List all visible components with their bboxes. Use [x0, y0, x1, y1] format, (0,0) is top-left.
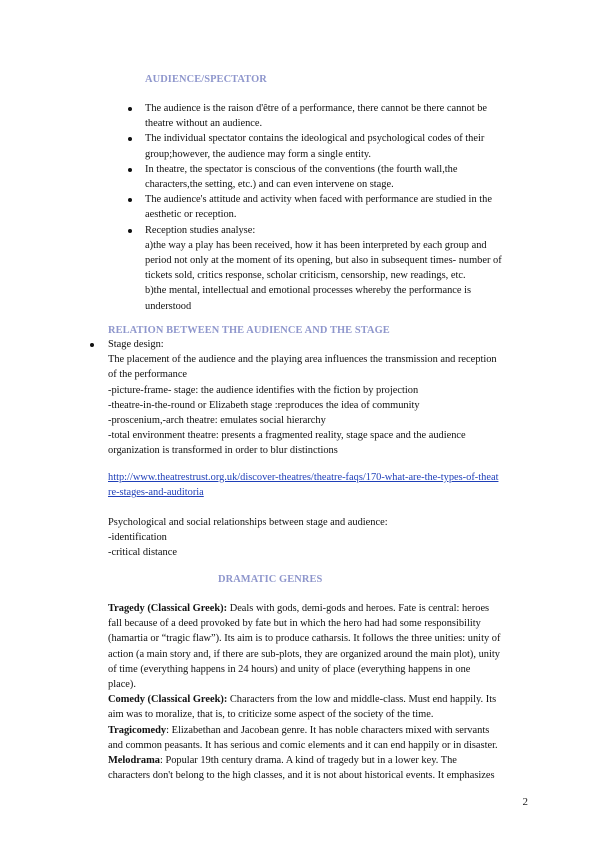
stage-design-line: -picture-frame- stage: the audience identifies with the fiction by projection [108, 384, 419, 396]
bullet-text-line: theatre without an audience. [145, 118, 263, 130]
stage-design-line: of the performance [108, 369, 188, 381]
audience-bullet-list [145, 101, 545, 314]
genre-text-line: and common peasants. It has serious and comic elements and it can end happily or in disaster. [108, 739, 498, 751]
genre-first-line [108, 692, 548, 707]
bullet-dot [128, 198, 132, 202]
bullet-text-line: tickets sold, critics response, scholar criticism, censorship, new readings, etc. [145, 270, 466, 282]
bullet-text-line: The audience's attitude and activity when faced with performance are studied in the [145, 194, 492, 206]
bullet-text-line: In theatre, the spectator is conscious of the conventions (the fourth wall,the [145, 163, 458, 175]
genre-first-text: Characters from the low and middle-class. Must end happily. Its [227, 694, 497, 706]
genre-paragraph [108, 601, 548, 692]
bullet-text-line: group;however, the audience may form a single entity. [145, 148, 371, 160]
genre-text-line: characters don't belong to the high classes, and it is not about historical events. It emphasizes [108, 770, 495, 782]
genre-first-line [108, 723, 548, 738]
psych-line: -critical distance [108, 547, 177, 559]
genre-paragraph [108, 692, 548, 722]
genre-first-text: : Popular 19th century drama. A kind of tragedy but in a lower key. The [159, 755, 457, 767]
psych-line: Psychological and social relationships between stage and audience: [108, 517, 388, 528]
genre-text-line: place). [108, 679, 136, 691]
genre-term: Comedy (Classical Greek): [108, 694, 228, 706]
bullet-dot [128, 229, 132, 233]
theatre-link-line-1[interactable]: http://www.theatrestrust.org.uk/discover-theatres/theatre-faqs/170-what-are-the-types-of-theat [108, 472, 499, 483]
genre-text-line: fall because of a deed provoked by fate but in which the hero had had some responsibility [108, 618, 481, 630]
genre-term: Tragedy (Classical Greek): [108, 603, 228, 614]
stage-design-line: -theatre-in-the-round or Elizabeth stage :reproduces the idea of community [108, 399, 420, 411]
bullet-dot [128, 168, 132, 172]
bullet-text-line: b)the mental, intellectual and emotional processes whereby the performance is [145, 285, 472, 297]
bullet-text-line: period not only at the moment of its opening, but also in subsequent times- number of [145, 255, 502, 267]
genre-paragraph [108, 753, 548, 783]
stage-design-line: -proscenium,-arch theatre: emulates social hierarchy [108, 415, 326, 427]
bullet-text-line: a)the way a play has been received, how it has been interpreted by each group and [145, 239, 487, 251]
bullet-text-line: characters,the setting, etc.) and can even intervene on stage. [145, 179, 394, 191]
audience-bullet-item [145, 131, 545, 161]
genre-first-text: : Elizabethan and Jacobean genre. It has noble characters mixed with servants [166, 724, 490, 736]
bullet-text-line: understood [145, 300, 192, 312]
bullet-dot [128, 107, 132, 111]
genre-paragraph [108, 723, 548, 753]
section-heading-audience: AUDIENCE/SPECTATOR [145, 74, 267, 85]
audience-bullet-item [145, 223, 545, 314]
stage-design-block [108, 337, 548, 459]
stage-design-line: organization is transformed in order to blur distinctions [108, 445, 338, 457]
genre-text-line: aim was to moralize, that is, to criticize some aspect of the society of the time. [108, 709, 434, 721]
genre-first-line [108, 753, 548, 768]
genre-term: Tragicomedy [108, 724, 167, 736]
stage-design-line: The placement of the audience and the playing area influences the transmission and reception [108, 354, 497, 366]
genre-first-text: Deals with gods, demi-gods and heroes. Fate is central: heroes [227, 603, 490, 614]
theatre-link-line-2[interactable]: re-stages-and-auditoria [108, 487, 204, 499]
bullet-text-line: The audience is the raison d'être of a performance, there cannot be there cannot be [145, 103, 487, 114]
section-heading-relation: RELATION BETWEEN THE AUDIENCE AND THE STAGE [108, 325, 390, 336]
theatre-link[interactable] [108, 470, 548, 500]
genre-first-line [108, 601, 548, 616]
bullet-text-line: aesthetic or reception. [145, 209, 237, 221]
audience-bullet-item [145, 162, 545, 192]
bullet-dot [128, 137, 132, 141]
genres-block [108, 601, 548, 783]
stage-design-lines [108, 352, 548, 458]
page-number: 2 [522, 796, 528, 808]
genre-term: Melodrama [108, 755, 160, 767]
bullet-text-line: Reception studies analyse: [145, 224, 256, 236]
audience-bullet-item [145, 192, 545, 222]
stage-design-label: Stage design: [108, 339, 164, 350]
bullet-text-line: The individual spectator contains the ideological and psychological codes of their [145, 133, 485, 145]
genre-text-line: of time (everything happens in 24 hours) and unity of place (everything happens in one [108, 663, 471, 675]
audience-bullet-item [145, 101, 545, 131]
psych-relationships [108, 515, 548, 561]
section-heading-genres: DRAMATIC GENRES [218, 574, 323, 585]
genre-text-line: (hamartia or “tragic flaw”). Its aim is to produce catharsis. It follows the three unities: unity of [108, 633, 501, 645]
stage-design-line: -total environment theatre: presents a fragmented reality, stage space and the audience [108, 430, 466, 442]
psych-line: -identification [108, 532, 167, 544]
genre-text-line: action (a main story and, if there are sub-plots, they are organized around the main plot), unity [108, 648, 500, 660]
bullet-dot [90, 343, 94, 347]
